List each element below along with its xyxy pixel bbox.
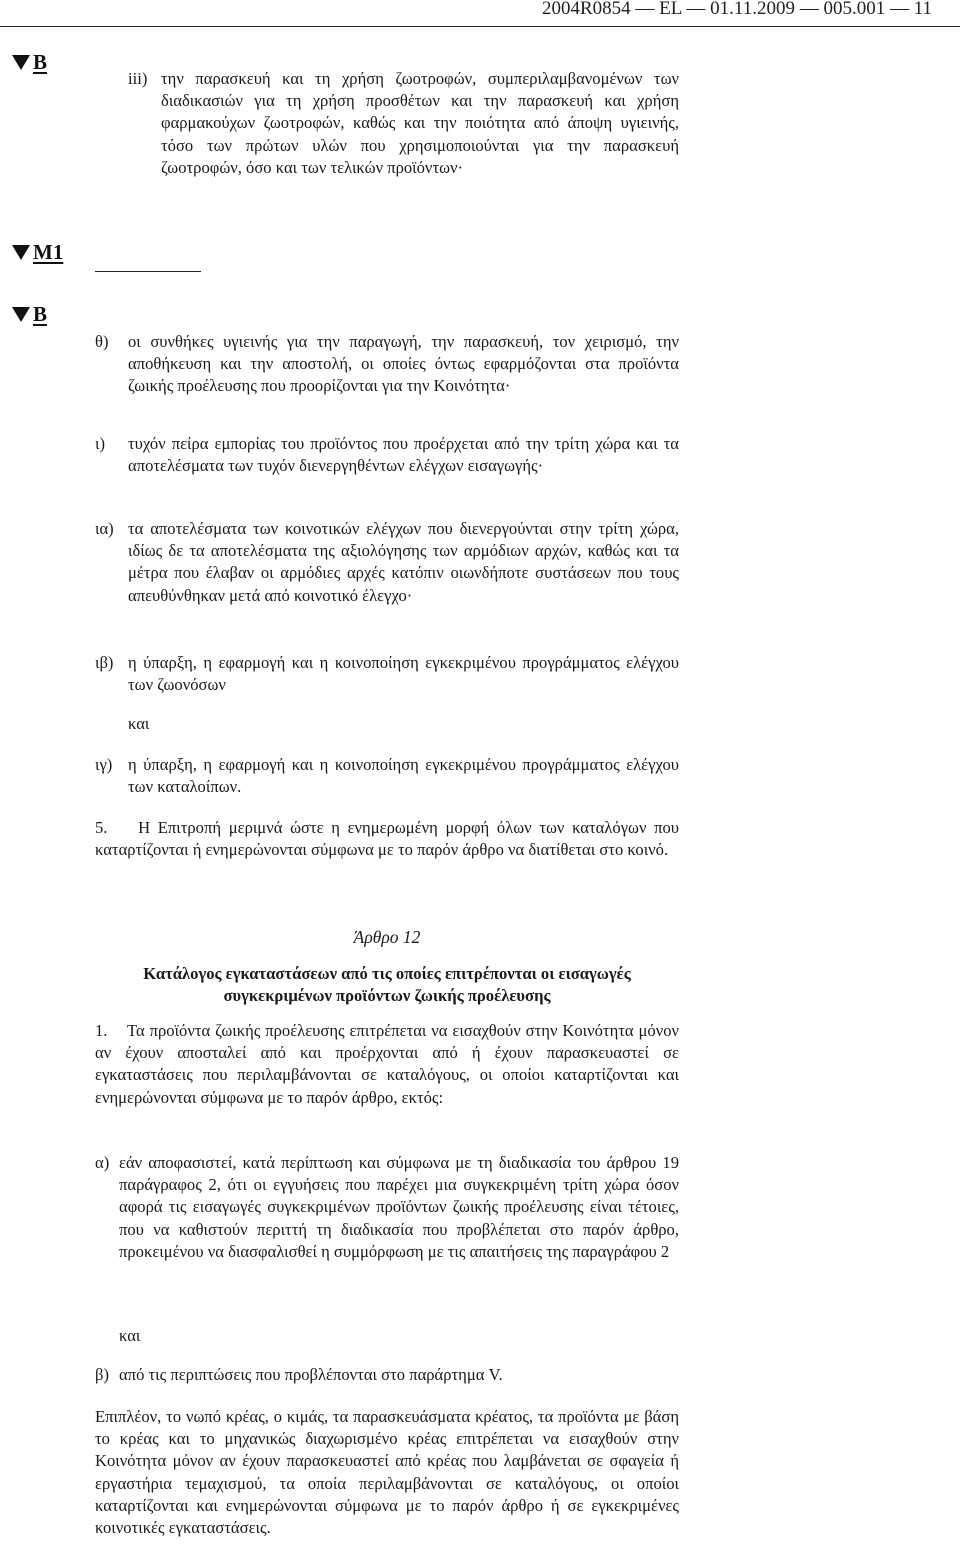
page-header	[0, 0, 960, 27]
item-label: ιγ)	[95, 755, 113, 774]
item-label: ια)	[95, 519, 114, 538]
item-label: α)	[95, 1153, 110, 1172]
item-text: την παρασκευή και τη χρήση ζωοτροφών, συμπεριλαμβανομένων των διαδικασιών για τη χρήση προσθέτων και την παρασκευή και χρήση φαρμακούχων ζωοτροφών, καθώς και την ποιότητα από άποψη υγιεινής, τόσο των πρώτων υλών που χρησιμοποιούνται για την παρασκευή ζωοτροφών, όσο και των τελικών προϊόντων·	[161, 69, 679, 177]
triangle-down-icon	[12, 55, 30, 70]
conjunction-and: και	[128, 714, 150, 733]
triangle-down-icon	[12, 307, 30, 322]
document-reference: 2004R0854 — EL — 01.11.2009 — 005.001 — 11	[541, 0, 932, 19]
marker-code: M1	[33, 240, 64, 264]
item-text: η ύπαρξη, η εφαρμογή και η κοινοποίηση εγκεκριμένου προγράμματος ελέγχου των ζωονόσων	[128, 653, 679, 695]
item-text: εάν αποφασιστεί, κατά περίπτωση και σύμφωνα με τη διαδικασία του άρθρου 19 παράγραφος 2, ότι οι εγγυήσεις που παρέχει μια συγκεκριμένη τρίτη χώρα όσον αφορά τις εισαγωγές συγκεκριμένων προϊόντων ζωικής προέλευσης είναι τέτοιες, που να καθιστούν περιττή τη διαδικασία που προβλέπεται στο παρόν άρθρο, προκειμένου να διασφαλισθεί η συμμόρφωση με τις απαιτήσεις της παραγράφου 2	[119, 1153, 679, 1261]
marker-code: B	[33, 302, 48, 326]
item-text: από τις περιπτώσεις που προβλέπονται στο παράρτημα V.	[119, 1365, 503, 1384]
paragraph-number: 1.	[95, 1021, 108, 1040]
article-heading: Άρθρο 12	[353, 927, 421, 947]
list-item-iii	[128, 68, 679, 179]
triangle-down-icon	[12, 245, 30, 260]
list-item-ia	[95, 518, 679, 607]
item-label: iii)	[128, 69, 148, 88]
item-label: β)	[95, 1365, 109, 1384]
amendment-marker-m1[interactable]	[12, 240, 63, 265]
amendment-marker-b[interactable]	[12, 50, 47, 75]
article-title: Κατάλογος εγκαταστάσεων από τις οποίες επιτρέπονται οι εισαγωγές συγκεκριμένων προϊόντων ζωικής προέλευσης	[143, 964, 631, 1006]
amendment-marker-b[interactable]	[12, 302, 47, 327]
paragraph-text: Τα προϊόντα ζωικής προέλευσης επιτρέπεται να εισαχθούν στην Κοινότητα μόνον αν έχουν αποσταλεί από και προέρχονται από ή έχουν παρασκευαστεί σε εγκαταστάσεις που περιλαμβάνονται σε καταλόγους, οι οποίοι καταρτίζονται και ενημερώνονται σύμφωνα με το παρόν άρθρο, εκτός:	[95, 1021, 679, 1107]
marker-code: B	[33, 50, 48, 74]
article-paragraph-1	[95, 1020, 679, 1109]
article-final-paragraph: Επιπλέον, το νωπό κρέας, ο κιμάς, τα παρασκευάσματα κρέατος, τα προϊόντα με βάση το κρέας και το μηχανικώς διαχωρισμένο κρέας επιτρέπεται να εισαχθούν στην Κοινότητα μόνον αν έχουν παρασκευαστεί από κρέας που λαμβάνεται σε σφαγεία ή εργαστήρια τεμαχισμού, τα οποία περιλαμβάνονται σε καταλόγους, οι οποίοι καταρτίζονται και ενημερώνονται σύμφωνα με το παρόν άρθρο ή σε εγκεκριμένες κοινοτικές εγκαταστάσεις.	[95, 1407, 679, 1538]
item-label: ιβ)	[95, 653, 114, 672]
list-item-theta	[95, 331, 679, 398]
list-item-b	[95, 1364, 679, 1386]
item-label: ι)	[95, 434, 105, 453]
list-item-ig	[95, 754, 679, 798]
list-item-iota	[95, 433, 679, 477]
item-label: θ)	[95, 332, 109, 351]
paragraph-text: Η Επιτροπή μεριμνά ώστε η ενημερωμένη μορφή όλων των καταλόγων που καταρτίζονται ή ενημερώνονται σύμφωνα με το παρόν άρθρο να διατίθεται στο κοινό.	[95, 818, 679, 860]
deletion-separator	[95, 271, 201, 272]
list-item-a	[95, 1152, 679, 1263]
item-text: τυχόν πείρα εμπορίας του προϊόντος που προέρχεται από την τρίτη χώρα και τα αποτελέσματα των τυχόν διενεργηθέντων ελέγχων εισαγωγής·	[128, 434, 679, 476]
paragraph-number: 5.	[95, 818, 108, 837]
conjunction-and: και	[119, 1326, 141, 1345]
item-text: η ύπαρξη, η εφαρμογή και η κοινοποίηση εγκεκριμένου προγράμματος ελέγχου των καταλοίπων.	[128, 755, 679, 797]
item-text: τα αποτελέσματα των κοινοτικών ελέγχων που διενεργούνται στην τρίτη χώρα, ιδίως δε τα αποτελέσματα της αξιολόγησης των αρμόδιων αρχών, καθώς και τα μέτρα που έλαβαν οι αρμόδιες αρχές κατόπιν οιωνδήποτε συστάσεων που τους απευθύνθηκαν μετά από κοινοτικό έλεγχο·	[128, 519, 679, 605]
list-item-ib	[95, 652, 679, 696]
paragraph-5	[95, 817, 679, 861]
item-text: οι συνθήκες υγιεινής για την παραγωγή, την παρασκευή, τον χειρισμό, την αποθήκευση και την αποστολή, οι οποίες όντως εφαρμόζονται στα προϊόντα ζωικής προέλευσης που προορίζονται για την Κοινότητα·	[128, 332, 679, 396]
